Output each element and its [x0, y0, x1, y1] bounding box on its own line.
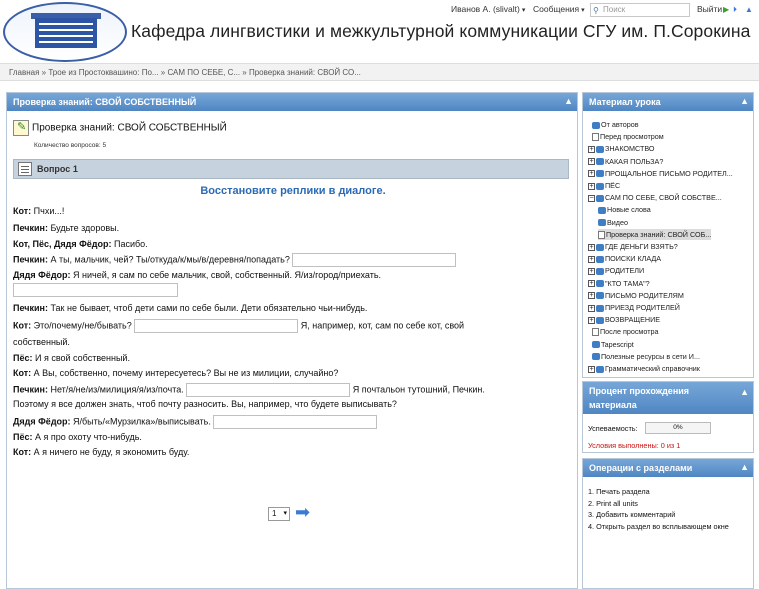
- dialog-line: [13, 383, 485, 397]
- expand-icon[interactable]: +: [589, 267, 594, 275]
- test-panel-header: [7, 93, 577, 111]
- answer-input-5[interactable]: [213, 415, 377, 429]
- material-item-label: ПРИЕЗД РОДИТЕЛЕЙ: [605, 303, 680, 312]
- expand-icon[interactable]: +: [589, 243, 594, 251]
- op-print-section[interactable]: 1. Печать раздела: [588, 487, 650, 496]
- answer-input-2[interactable]: [13, 283, 178, 297]
- material-item-label: ГДЕ ДЕНЬГИ ВЗЯТЬ?: [605, 242, 678, 251]
- expand-icon[interactable]: +: [589, 145, 594, 153]
- expand-icon[interactable]: +: [589, 304, 594, 312]
- speaker: Пёс:: [13, 432, 33, 442]
- dialog-line: [13, 253, 456, 267]
- material-item[interactable]: [592, 119, 639, 130]
- collapse-icon[interactable]: ▲: [740, 387, 749, 397]
- material-item-label: Проверка знаний: СВОЙ СОБ...: [606, 229, 712, 239]
- speaker: Печкин:: [13, 303, 48, 313]
- op-print-all-units[interactable]: 2. Print all units: [588, 498, 638, 508]
- expand-icon[interactable]: +: [589, 316, 594, 324]
- material-item-label: САМ ПО СЕБЕ, СВОЙ СОБСТВЕ...: [605, 193, 722, 203]
- dialog-line: [13, 447, 189, 458]
- double-arrow-icon[interactable]: ⏵: [733, 5, 737, 14]
- test-title: [13, 120, 227, 136]
- folder-icon: [592, 341, 600, 348]
- folder-icon: [598, 207, 606, 214]
- search-input[interactable]: [590, 3, 690, 17]
- material-item-label: Грамматический справочник: [605, 364, 700, 373]
- folder-icon: [596, 292, 604, 299]
- operations-list: [588, 486, 729, 532]
- answer-input-4[interactable]: [186, 383, 350, 397]
- material-item[interactable]: [592, 351, 700, 362]
- question-count: Количество вопросов: 5: [34, 142, 107, 149]
- material-item-label: Перед просмотром: [600, 132, 664, 142]
- dialog-line: собственный.: [13, 337, 70, 347]
- material-item[interactable]: [592, 131, 664, 142]
- progress-label: Успеваемость:: [588, 424, 638, 433]
- logout-link[interactable]: Выйти: [697, 4, 723, 14]
- line-text: А Вы, собственно, почему интересуетесь? Вы не из милиции, случайно?: [31, 368, 339, 378]
- dialog-line: Поэтому я все должен знать, чтоб почту разносить. Вы, например, что будете выписывать?: [13, 399, 397, 409]
- expand-icon[interactable]: +: [589, 182, 594, 190]
- folder-icon: [598, 219, 606, 226]
- material-item-label: Видео: [607, 217, 628, 227]
- material-item[interactable]: [588, 314, 660, 325]
- dialog-line: [13, 303, 367, 314]
- progress-bar: [645, 422, 711, 434]
- question-icon: [18, 162, 32, 176]
- material-item-label: ЗНАКОМСТВО: [605, 144, 655, 154]
- material-item-label: "КТО ТАМА"?: [605, 278, 650, 288]
- question-header: [13, 159, 569, 179]
- expand-icon[interactable]: +: [589, 292, 594, 300]
- material-item[interactable]: [588, 168, 733, 179]
- speaker: Кот:: [13, 320, 32, 331]
- progress-value: 0%: [673, 424, 683, 431]
- quiz-icon: [13, 120, 29, 136]
- expand-icon[interactable]: +: [589, 280, 594, 288]
- dialog-line: [13, 206, 64, 217]
- material-item-label: После просмотра: [600, 327, 659, 337]
- document-icon: [592, 133, 599, 141]
- line-text: Я/быть/«Мурзилка»/выписывать.: [70, 416, 211, 427]
- line-text: А я ничего не буду, я экономить буду.: [31, 447, 190, 457]
- answer-input-1[interactable]: [292, 253, 456, 267]
- material-item-label: ПИСЬМО РОДИТЕЛЯМ: [605, 290, 684, 300]
- folder-icon: [596, 195, 604, 202]
- folder-icon: [592, 353, 600, 360]
- material-item[interactable]: [592, 339, 634, 350]
- operations-panel: [582, 458, 754, 589]
- instruction: Восстановите реплики в диалоге.: [200, 185, 386, 197]
- speaker: Печкин:: [13, 223, 48, 233]
- dialog-line: [13, 368, 338, 379]
- arrow-right-icon[interactable]: ▶: [723, 5, 730, 14]
- material-item[interactable]: [598, 217, 628, 228]
- question-label: Вопрос 1: [37, 164, 78, 174]
- progress-panel-title: Процент прохождения материала: [589, 386, 690, 410]
- material-panel: [582, 92, 754, 378]
- speaker: Печкин:: [13, 254, 48, 265]
- line-text: Я почтальон тутошний, Печкин.: [350, 384, 485, 395]
- line-text: Я ничей, я сам по себе мальчик, свой, собственный. Я/из/город/приехать.: [70, 270, 382, 280]
- material-item[interactable]: [588, 363, 700, 374]
- line-text: Я, например, кот, сам по себе кот, свой: [298, 320, 465, 331]
- folder-icon: [592, 122, 600, 129]
- material-item[interactable]: [598, 204, 651, 215]
- collapse-icon[interactable]: ▲: [564, 96, 573, 106]
- folder-icon: [596, 305, 604, 312]
- document-icon: [598, 231, 605, 239]
- material-panel-header: [583, 93, 753, 111]
- op-add-comment[interactable]: 3. Добавить комментарий: [588, 510, 676, 519]
- user-menu[interactable]: Иванов А. (slivalt) ▾: [451, 4, 525, 14]
- university-logo[interactable]: [3, 2, 127, 62]
- line-text: А ты, мальчик, чей? Ты/откуда/к/мы/в/деревня/попадать?: [47, 254, 290, 265]
- material-item-label: РОДИТЕЛИ: [605, 266, 645, 276]
- speaker: Кот:: [13, 206, 32, 216]
- dialog-line: [13, 415, 377, 429]
- folder-icon: [596, 268, 604, 275]
- material-item-label: Новые слова: [607, 205, 651, 215]
- expand-icon[interactable]: +: [589, 255, 594, 263]
- operations-panel-title: Операции с разделами: [589, 463, 693, 473]
- search-icon: ⚲: [593, 6, 599, 15]
- next-arrow-icon[interactable]: ➡: [295, 502, 311, 522]
- material-item-label: От авторов: [601, 120, 639, 129]
- material-item[interactable]: [588, 156, 663, 167]
- line-text: И я свой собственный.: [32, 353, 130, 363]
- test-panel-title: Проверка знаний: СВОЙ СОБСТВЕННЫЙ: [13, 97, 197, 107]
- speaker: Пёс:: [13, 353, 33, 363]
- material-item-label: ПРОЩАЛЬНОЕ ПИСЬМО РОДИТЕЛ...: [605, 168, 733, 178]
- material-item-label: Tapescript: [601, 339, 634, 349]
- test-title-text: Проверка знаний: СВОЙ СОБСТВЕННЫЙ: [32, 122, 227, 134]
- material-item-label: ВОЗВРАЩЕНИЕ: [605, 315, 661, 325]
- conditions-status: Условия выполнены: 0 из 1: [588, 441, 681, 450]
- folder-icon: [596, 366, 604, 373]
- line-text: А я про охоту что-нибудь.: [32, 432, 142, 442]
- dialog-line: [13, 270, 381, 281]
- dialog-line: [13, 239, 148, 250]
- material-item[interactable]: [588, 302, 680, 313]
- expand-icon[interactable]: +: [589, 158, 594, 166]
- dialog-line: [13, 432, 142, 443]
- speaker: Печкин:: [13, 384, 48, 395]
- material-item[interactable]: [588, 180, 620, 191]
- folder-icon: [596, 244, 604, 251]
- material-item-label: ПЁС: [605, 181, 621, 190]
- collapse-icon[interactable]: ▲: [740, 462, 749, 472]
- answer-input-3[interactable]: [134, 319, 298, 333]
- expand-icon[interactable]: +: [589, 365, 594, 373]
- speaker: Кот:: [13, 447, 32, 457]
- line-text: Это/почему/не/бывать?: [31, 320, 132, 331]
- search-placeholder: Поиск: [603, 5, 626, 14]
- material-item[interactable]: [588, 253, 661, 264]
- line-text: Пасибо.: [111, 239, 148, 249]
- folder-icon: [596, 146, 604, 153]
- material-item-label: ПОИСКИ КЛАДА: [605, 254, 662, 264]
- material-item-label: КАКАЯ ПОЛЬЗА?: [605, 156, 664, 166]
- operations-panel-header: [583, 459, 753, 477]
- progress-panel-header: [583, 382, 753, 414]
- folder-icon: [596, 183, 604, 190]
- material-item-label: Полезные ресурсы в сети И...: [601, 351, 700, 361]
- folder-icon: [596, 280, 604, 287]
- line-text: Нет/я/не/из/милиция/я/из/почта.: [47, 384, 184, 395]
- material-item[interactable]: [588, 278, 650, 289]
- document-icon: [592, 328, 599, 336]
- line-text: Так не бывает, чтоб дети сами по себе были. Дети обязательно чьи-нибудь.: [47, 303, 368, 313]
- material-panel-title: Материал урока: [589, 97, 661, 107]
- speaker: Дядя Фёдор:: [13, 416, 71, 427]
- material-item[interactable]: [588, 143, 655, 154]
- expand-icon[interactable]: +: [589, 170, 594, 178]
- dialog-line: [13, 223, 119, 234]
- collapse-icon[interactable]: −: [589, 194, 594, 202]
- collapse-icon[interactable]: ▲: [745, 5, 753, 14]
- speaker: Кот, Пёс, Дядя Фёдор:: [13, 239, 112, 249]
- material-item[interactable]: [592, 326, 659, 337]
- collapse-icon[interactable]: ▲: [740, 96, 749, 106]
- folder-icon: [596, 158, 604, 165]
- dialog-line: [13, 353, 130, 364]
- breadcrumb[interactable]: Главная » Трое из Простоквашино: По... » САМ ПО СЕБЕ, С... » Проверка знаний: СВОЙ СО...: [0, 63, 759, 81]
- folder-icon: [596, 317, 604, 324]
- material-item[interactable]: [598, 229, 711, 240]
- progress-panel: [582, 381, 754, 453]
- test-panel: [6, 92, 578, 589]
- site-title: Кафедра лингвистики и межкультурной коммуникации СГУ им. П.Сорокина: [131, 21, 751, 41]
- material-item[interactable]: [588, 290, 684, 301]
- dialog-line: [13, 319, 464, 333]
- material-item[interactable]: [588, 192, 722, 203]
- folder-icon: [596, 256, 604, 263]
- messages-menu[interactable]: Сообщения ▾: [533, 4, 585, 14]
- speaker: Дядя Фёдор:: [13, 270, 71, 280]
- material-item[interactable]: [588, 265, 644, 276]
- op-open-popup[interactable]: 4. Открыть раздел во всплывающем окне: [588, 521, 729, 531]
- folder-icon: [596, 170, 604, 177]
- line-text: Будьте здоровы.: [47, 223, 120, 233]
- page-select[interactable]: 1 ▾: [268, 507, 290, 521]
- material-item[interactable]: [588, 241, 678, 252]
- line-text: Пчхи...!: [31, 206, 65, 216]
- speaker: Кот:: [13, 368, 32, 378]
